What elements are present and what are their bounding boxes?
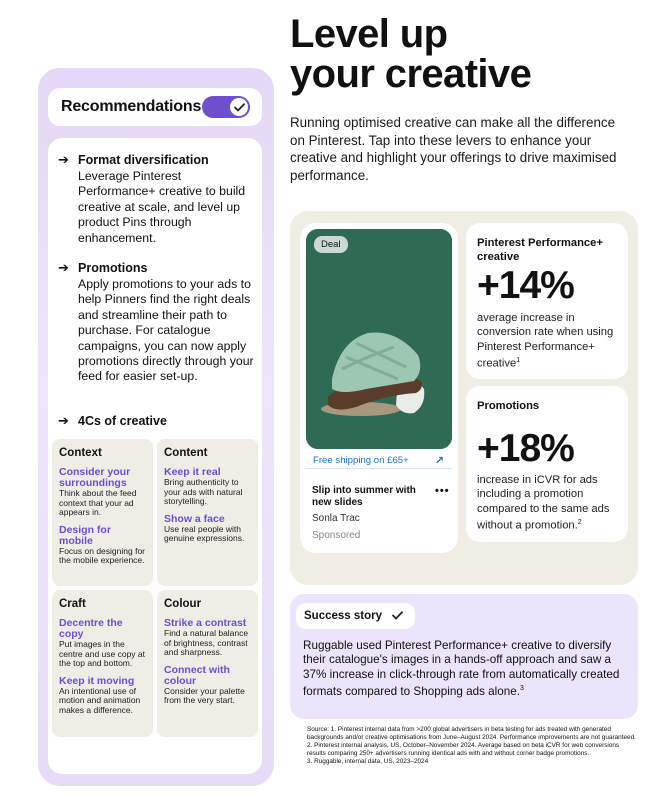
- fourc-tip-desc: Put images in the centre and use copy at the top and bottom.: [59, 639, 146, 669]
- fourc-heading: Craft: [59, 598, 86, 610]
- fourc-content: [157, 439, 258, 586]
- stat-description: increase in iCVR for ads including a promotion compared to the same ads without a promotion.$^2$: [477, 474, 610, 532]
- recommendations-title: Recommendations: [61, 98, 202, 115]
- arrow-right-icon: ➔: [58, 413, 69, 428]
- title-line-2: your creative: [290, 52, 532, 96]
- pin-author: Sonla Trac: [312, 513, 360, 524]
- fourc-tip-title: Design for mobile: [59, 523, 111, 547]
- arrow-right-icon: ➔: [58, 260, 69, 275]
- fourc-tip-desc: Bring authenticity to your ads with natural storytelling.: [164, 477, 243, 507]
- fourc-tip-title: Decentre the copy: [59, 617, 123, 640]
- intro-text: Running optimised creative can make all the difference on Pinterest. Tap into these levers to enhance your creative and highlight your offerings to drive maximised performance.: [290, 115, 617, 183]
- fourc-heading: Colour: [164, 598, 202, 610]
- rec-item-title: Promotions: [78, 261, 148, 275]
- success-story-panel: [290, 594, 638, 719]
- fourc-tip-desc: Use real people with genuine expressions.: [164, 523, 245, 544]
- fourc-craft: [52, 590, 153, 737]
- external-arrow-icon: ↗: [434, 455, 444, 467]
- title-line-1: Level up: [290, 12, 448, 56]
- stat-label: Pinterest Performance+ creative: [477, 237, 603, 263]
- fourc-heading: Context: [59, 447, 102, 459]
- sandal-illustration: [306, 229, 452, 449]
- fourc-context: [52, 439, 153, 586]
- rec-item-title: 4Cs of creative: [78, 414, 167, 428]
- pin-card[interactable]: [300, 223, 458, 553]
- source-2: 2. Pinterest internal analysis, US, October–November 2024. Average based on beta iCVR for web conversions results comparing 250+ advertisers running identical ads with and without corner badge promotions.: [307, 742, 620, 758]
- fourc-tip-title: Connect with colour: [164, 663, 230, 687]
- stat-description: average increase in conversion rate when using Pinterest Performance+ creative$^1$: [477, 312, 614, 370]
- more-options-icon[interactable]: •••: [435, 485, 450, 497]
- success-story-title: Success story: [304, 610, 382, 622]
- fourc-tip-desc: Find a natural balance of brightness, contrast and sharpness.: [164, 628, 249, 658]
- fourc-grid: [52, 439, 258, 737]
- page-title: [290, 14, 650, 94]
- recommendations-toggle[interactable]: [202, 96, 250, 118]
- stat-label: Promotions: [477, 400, 540, 412]
- arrow-right-icon: ➔: [58, 152, 69, 167]
- recommendations-panel: [38, 68, 274, 786]
- fourc-tip-desc: Think about the feed context that your ad appears in.: [59, 488, 137, 518]
- fourc-tip-title: Strike a contrast: [164, 617, 247, 629]
- pin-title: Slip into summer with new slides: [312, 485, 416, 508]
- rec-item-format: [58, 152, 258, 246]
- deal-badge: Deal: [314, 236, 348, 253]
- fourc-tip-desc: Consider your palette from the very start.: [164, 685, 245, 706]
- rec-item-title: Format diversification: [78, 153, 209, 167]
- success-story-header: [296, 603, 415, 629]
- pin-image: [306, 229, 452, 449]
- success-story-text: Ruggable used Pinterest Performance+ creative to diversify their catalogue's images in a hands-off approach and saw a 37% increase in click-through rate from automatically created formats compared to Shopping ads alone.$^3$: [303, 639, 620, 699]
- check-icon: [392, 607, 403, 625]
- recommendations-header: [48, 88, 262, 126]
- rec-item-4cs: [58, 413, 258, 429]
- source-1: Source: 1. Pinterest internal data from >200 global advertisers in beta testing for ads treated with generated backgrounds and/or creative optimisations from June–August 2024. Performance improvements are not guaranteed.: [307, 726, 636, 742]
- pin-sponsored-label: Sponsored: [312, 530, 361, 541]
- shipping-link[interactable]: [306, 453, 452, 469]
- stat-card-performance: [466, 223, 628, 379]
- stat-card-promotions: [466, 386, 628, 542]
- rec-item-promotions: [58, 260, 258, 385]
- shipping-text: Free shipping on £65+: [313, 455, 409, 466]
- fourc-tip-title: Show a face: [164, 512, 225, 525]
- rec-item-text: Apply promotions to your ads to help Pinners find the right deals and streamline their path to purchase. For catalogue campaigns, you can now apply promotions directly through your feed for easier set-up.: [78, 277, 254, 384]
- fourc-tip-desc: An intentional use of motion and animation makes a difference.: [59, 685, 141, 715]
- fourc-tip-title: Consider your surroundings: [59, 466, 131, 489]
- fourc-tip-title: Keep it real: [164, 466, 221, 478]
- stat-value: +18%: [477, 427, 574, 470]
- rec-item-text: Leverage Pinterest Performance+ creative to build creative at scale, and level up product Pins through enhancement.: [78, 169, 246, 245]
- stat-value: +14%: [477, 264, 574, 307]
- stats-panel: [290, 211, 638, 585]
- fourc-tip-title: Keep it moving: [59, 674, 135, 687]
- sources-footnote: [307, 726, 637, 766]
- fourc-colour: [157, 590, 258, 737]
- fourc-tip-desc: Focus on designing for the mobile experience.: [59, 545, 145, 566]
- recommendations-body: [48, 138, 262, 774]
- fourc-heading: Content: [164, 447, 208, 459]
- source-3: 3. Ruggable, internal data, US, 2023–2024: [307, 758, 429, 766]
- check-icon: [230, 98, 248, 116]
